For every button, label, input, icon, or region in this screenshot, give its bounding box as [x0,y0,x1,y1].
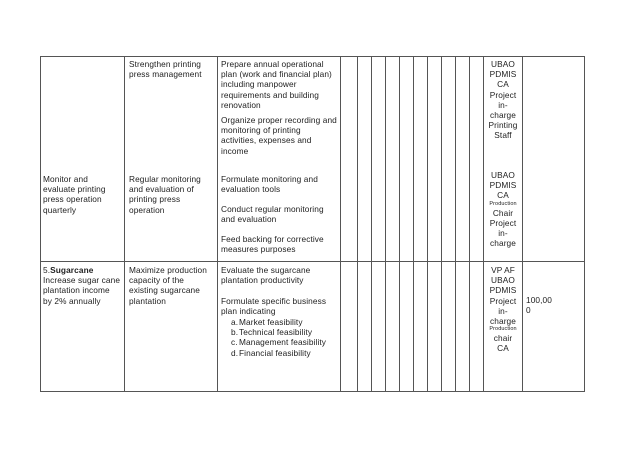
section-heading: 5.Sugarcane [43,265,94,275]
col-line [385,56,386,392]
budget-cell: 100,00 0 [526,295,552,316]
objective-cell: 5.Sugarcane Increase sugar cane plantation income by 2% annually [43,265,121,306]
responsible-cell: VP AF UBAO PDMIS Project in- charge Production chair CA [489,265,517,354]
strategy-cell: Maximize production capacity of the existing sugarcane plantation [129,265,207,306]
table-border-top [40,56,585,57]
activity-text: Conduct regular monitoring and evaluation [221,204,324,225]
col-line [340,56,341,392]
col-line [217,56,218,392]
col-line [441,56,442,392]
col-line [371,56,372,392]
list-item: d. Financial feasibility [231,347,311,358]
col-line [427,56,428,392]
list-item: c. Management feasibility [231,337,327,348]
activity-text: Feed backing for corrective measures purposes [221,234,324,255]
col-line [469,56,470,392]
activity-text: Organize proper recording and monitoring of printing activities, expenses and income [221,115,337,156]
responsible-cell: UBAO PDMIS CA Project in- charge Printing Staff [488,59,518,141]
activity-text: Prepare annual operational plan (work and financial plan) including manpower requirements and building renovation [221,59,332,110]
col-line [413,56,414,392]
col-line [399,56,400,392]
feasibility-list [221,317,338,358]
plan-table [40,56,585,392]
strategy-cell: Regular monitoring and evaluation of printing press operation [129,174,201,215]
table-border-bottom [40,391,585,392]
activity-text: Evaluate the sugarcane plantation productivity [221,265,311,286]
col-line [584,56,585,392]
col-line [522,56,523,392]
responsible-cell: UBAO PDMIS CA Production Chair Project in- charge [489,170,517,249]
list-item: b. Technical feasibility [231,327,313,338]
col-line [40,56,41,392]
col-line [124,56,125,392]
row-divider [40,261,585,262]
strategy-cell: Strengthen printing press management [129,59,202,80]
activity-text: Formulate monitoring and evaluation tools [221,174,318,195]
objective-cell: Monitor and evaluate printing press operation quarterly [43,174,106,215]
col-line [455,56,456,392]
activity-text: Formulate specific business plan indicating [221,296,327,317]
list-item: a. Market feasibility [231,317,303,327]
col-line [357,56,358,392]
